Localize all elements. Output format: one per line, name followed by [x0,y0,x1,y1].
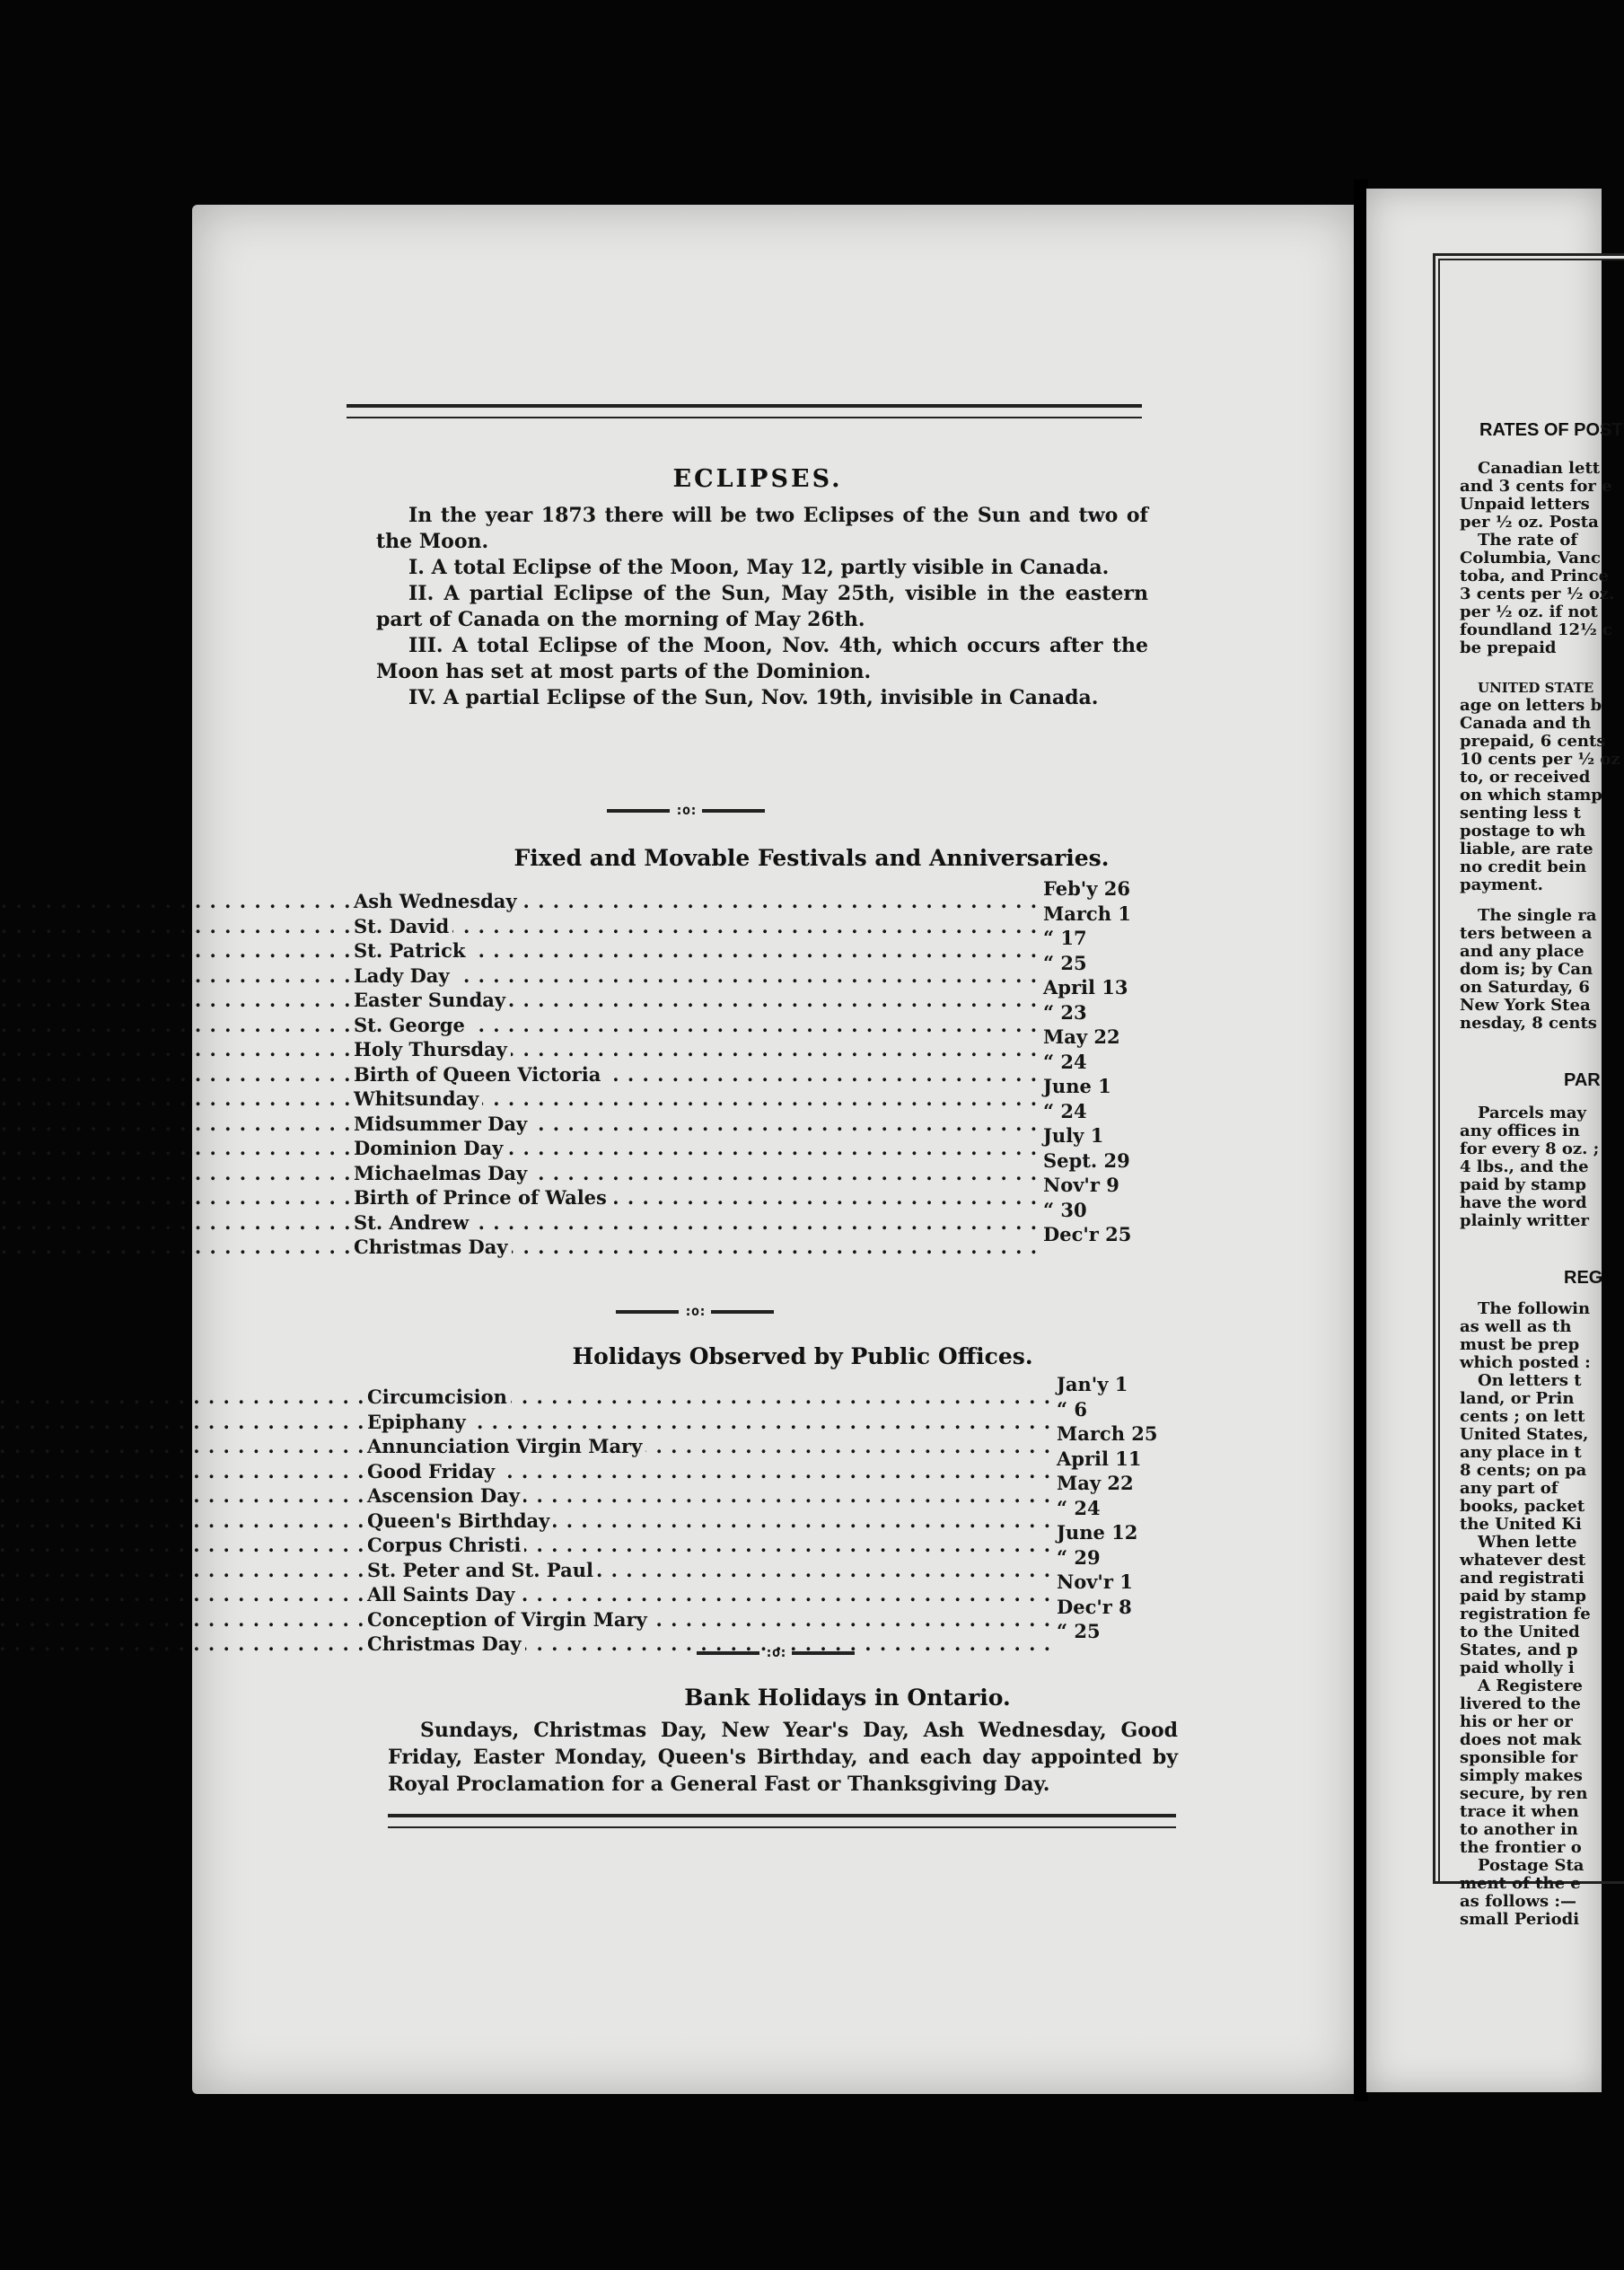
text-line: on Saturday, 6 [1460,978,1590,997]
list-item: . . . Easter Sunday April 13 [354,975,1144,1000]
text-line: the United Ki [1460,1515,1582,1534]
list-item: . . . St. George “ 23 [354,1000,1144,1025]
text-line: prepaid, 6 cents [1460,732,1606,751]
rates-block-2 [1460,679,1620,894]
text-line: The single ra [1478,906,1597,925]
text-line: secure, by ren [1460,1784,1588,1803]
left-page [192,205,1359,2094]
text-line: no credit bein [1460,858,1587,876]
text-line: Columbia, Vanc [1460,549,1601,568]
parcels-block [1460,1104,1599,1230]
text-line: whatever dest [1460,1551,1586,1570]
text-line: liable, are rate [1460,840,1593,858]
text-line: Unpaid letters [1460,495,1590,514]
text-line: any offices in [1460,1122,1580,1140]
list-item: . . . Ascension Day May 22 [367,1471,1157,1496]
text-line: When lette [1478,1533,1577,1552]
eclipse-item-4: IV. A partial Eclipse of the Sun, Nov. 19th, invisible in Canada. [408,686,1099,709]
text-line: dom is; by Can [1460,960,1593,979]
right-page [1366,189,1623,2092]
text-line: senting less t [1460,804,1581,823]
list-item: . . . Birth of Queen Victoria “ 24 [354,1050,1144,1075]
eclipses-title: ECLIPSES. [672,465,843,493]
text-line: registration fe [1460,1605,1591,1623]
text-line: have the word [1460,1193,1587,1212]
festivals-title: Fixed and Movable Festivals and Anniversaries. [514,845,1110,871]
text-line: plainly writter [1460,1211,1589,1230]
text-line: paid by stamp [1460,1587,1586,1606]
eclipse-item-1: I. A total Eclipse of the Moon, May 12, partly visible in Canada. [408,556,1110,579]
text-line: toba, and Prince [1460,567,1610,585]
text-line: per ½ oz. if not [1460,603,1598,621]
text-line: ters between a [1460,924,1593,943]
bank-holidays-text: Sundays, Christmas Day, New Year's Day, Ash Wednesday, Good Friday, Easter Monday, Queen's Birthday, and each day appointed by Royal Proclamation for a General Fast or Thanksgiving Day. [388,1719,1178,1796]
text-line: sponsible for [1460,1748,1578,1767]
eclipse-item-3: III. A total Eclipse of the Moon, Nov. 4th, which occurs after the Moon has set at most parts of the Dominion. [376,634,1148,683]
list-item: . . . Good Friday April 11 [367,1447,1157,1472]
text-line: 10 cents per ½ oz [1460,750,1620,769]
list-item: . . . Circumcision Jan'y 1 [367,1372,1157,1397]
text-line: land, or Prin [1460,1389,1575,1408]
list-item: . . . St. Andrew “ 30 [354,1198,1144,1223]
text-line: trace it when [1460,1802,1579,1821]
text-line: does not mak [1460,1730,1582,1749]
text-line: paid by stamp [1460,1175,1586,1194]
text-line: The followin [1478,1299,1591,1318]
text-line: the frontier o [1460,1838,1582,1857]
text-line: on which stamp [1460,786,1602,805]
text-line: and any place [1460,942,1584,961]
text-line: The rate of [1478,531,1578,550]
text-line: livered to the [1460,1694,1581,1713]
text-line: and registrati [1460,1569,1584,1588]
text-line: foundland 12½ c [1460,620,1612,639]
text-line: to another in [1460,1820,1578,1839]
bank-holidays-title: Bank Holidays in Ontario. [684,1685,1011,1711]
text-line: per ½ oz. Posta [1460,513,1599,532]
list-item: . . . Epiphany “ 6 [367,1397,1157,1422]
text-line: 4 lbs., and the [1460,1157,1589,1176]
list-item: . . . St. Peter and St. Paul “ 29 [367,1545,1157,1571]
list-item: . . . St. David March 1 [354,902,1144,927]
text-line: UNITED STATE [1478,680,1594,696]
text-line: be prepaid [1460,638,1557,657]
text-line: books, packet [1460,1497,1585,1516]
text-line: for every 8 oz. ; [1460,1139,1600,1158]
list-item: . . . Corpus Christi June 12 [367,1520,1157,1545]
list-item: . . . St. Patrick “ 17 [354,926,1144,951]
text-line: Parcels may [1478,1104,1587,1122]
list-item: . . . Birth of Prince of Wales Nov'r 9 [354,1173,1144,1198]
list-item: . . . Ash Wednesday Feb'y 26 [354,876,1144,902]
list-item: . . . Whitsunday June 1 [354,1074,1144,1099]
parcels-heading: PAR [1564,1070,1601,1090]
text-line: United States, [1460,1425,1589,1444]
list-item: . . . Holy Thursday May 22 [354,1025,1144,1050]
list-item: . . . Queen's Birthday “ 24 [367,1496,1157,1521]
rates-heading: RATES OF POST [1479,420,1623,440]
list-item: . . . Conception of Virgin Mary Dec'r 8 [367,1595,1157,1620]
list-item: . . . Annunciation Virgin Mary March 25 [367,1421,1157,1447]
text-line: any part of [1460,1479,1558,1498]
text-line: any place in t [1460,1443,1582,1462]
separator-ornament-3: :o: [668,1647,883,1658]
eclipse-item-2: II. A partial Eclipse of the Sun, May 25th, visible in the eastern part of Canada on the morning of May 26th. [376,582,1148,631]
eclipses-text [376,503,1148,711]
bottom-double-rule [388,1814,1176,1828]
text-line: payment. [1460,875,1543,894]
list-item: . . . Dominion Day July 1 [354,1123,1144,1148]
list-item: . . . Christmas Day Dec'r 25 [354,1222,1144,1247]
registration-heading: REG [1564,1268,1603,1288]
text-line: cents ; on lett [1460,1407,1585,1426]
rates-block-1 [1460,460,1614,657]
text-line: Canadian lett [1478,459,1601,478]
text-line: postage to wh [1460,822,1586,840]
list-item: . . . Midsummer Day “ 24 [354,1099,1144,1124]
text-line: small Periodi [1460,1910,1580,1929]
text-line: New York Stea [1460,996,1591,1015]
text-line: 8 cents; on pa [1460,1461,1587,1480]
text-line: as well as th [1460,1317,1572,1336]
list-item: . . . All Saints Day Nov'r 1 [367,1570,1157,1595]
text-line: and 3 cents for e [1460,477,1612,496]
list-item: . . . Lady Day “ 25 [354,951,1144,976]
text-line: paid wholly i [1460,1659,1575,1677]
text-line: age on letters b [1460,696,1602,715]
text-line: On letters t [1478,1371,1582,1390]
text-line: to the United [1460,1623,1580,1641]
eclipses-intro: In the year 1873 there will be two Eclipses of the Sun and two of the Moon. [376,504,1148,553]
separator-ornament-1: :o: [578,805,794,815]
text-line: to, or received [1460,768,1591,787]
text-line: 3 cents per ½ oz. [1460,585,1615,603]
text-line: which posted : [1460,1353,1591,1372]
text-line: simply makes [1460,1766,1583,1785]
list-item: . . . Christmas Day “ 25 [367,1619,1157,1644]
list-item: . . . Michaelmas Day Sept. 29 [354,1148,1144,1174]
text-line: his or her or [1460,1712,1573,1731]
registration-block [1460,1300,1591,1929]
top-double-rule [347,404,1142,418]
text-line: States, and p [1460,1641,1578,1659]
text-line: Postage Sta [1478,1856,1584,1875]
festivals-list [354,876,1144,1258]
text-line: must be prep [1460,1335,1580,1354]
text-line: A Registere [1478,1676,1583,1695]
holidays-title: Holidays Observed by Public Offices. [572,1343,1033,1369]
text-line: Canada and th [1460,714,1592,733]
text-line: ment of the e [1460,1874,1581,1893]
rates-block-3 [1460,907,1597,1033]
separator-ornament-2: :o: [587,1306,803,1316]
text-line: nesday, 8 cents [1460,1014,1597,1033]
text-line: as follows :— [1460,1892,1577,1911]
holidays-list [367,1372,1158,1655]
